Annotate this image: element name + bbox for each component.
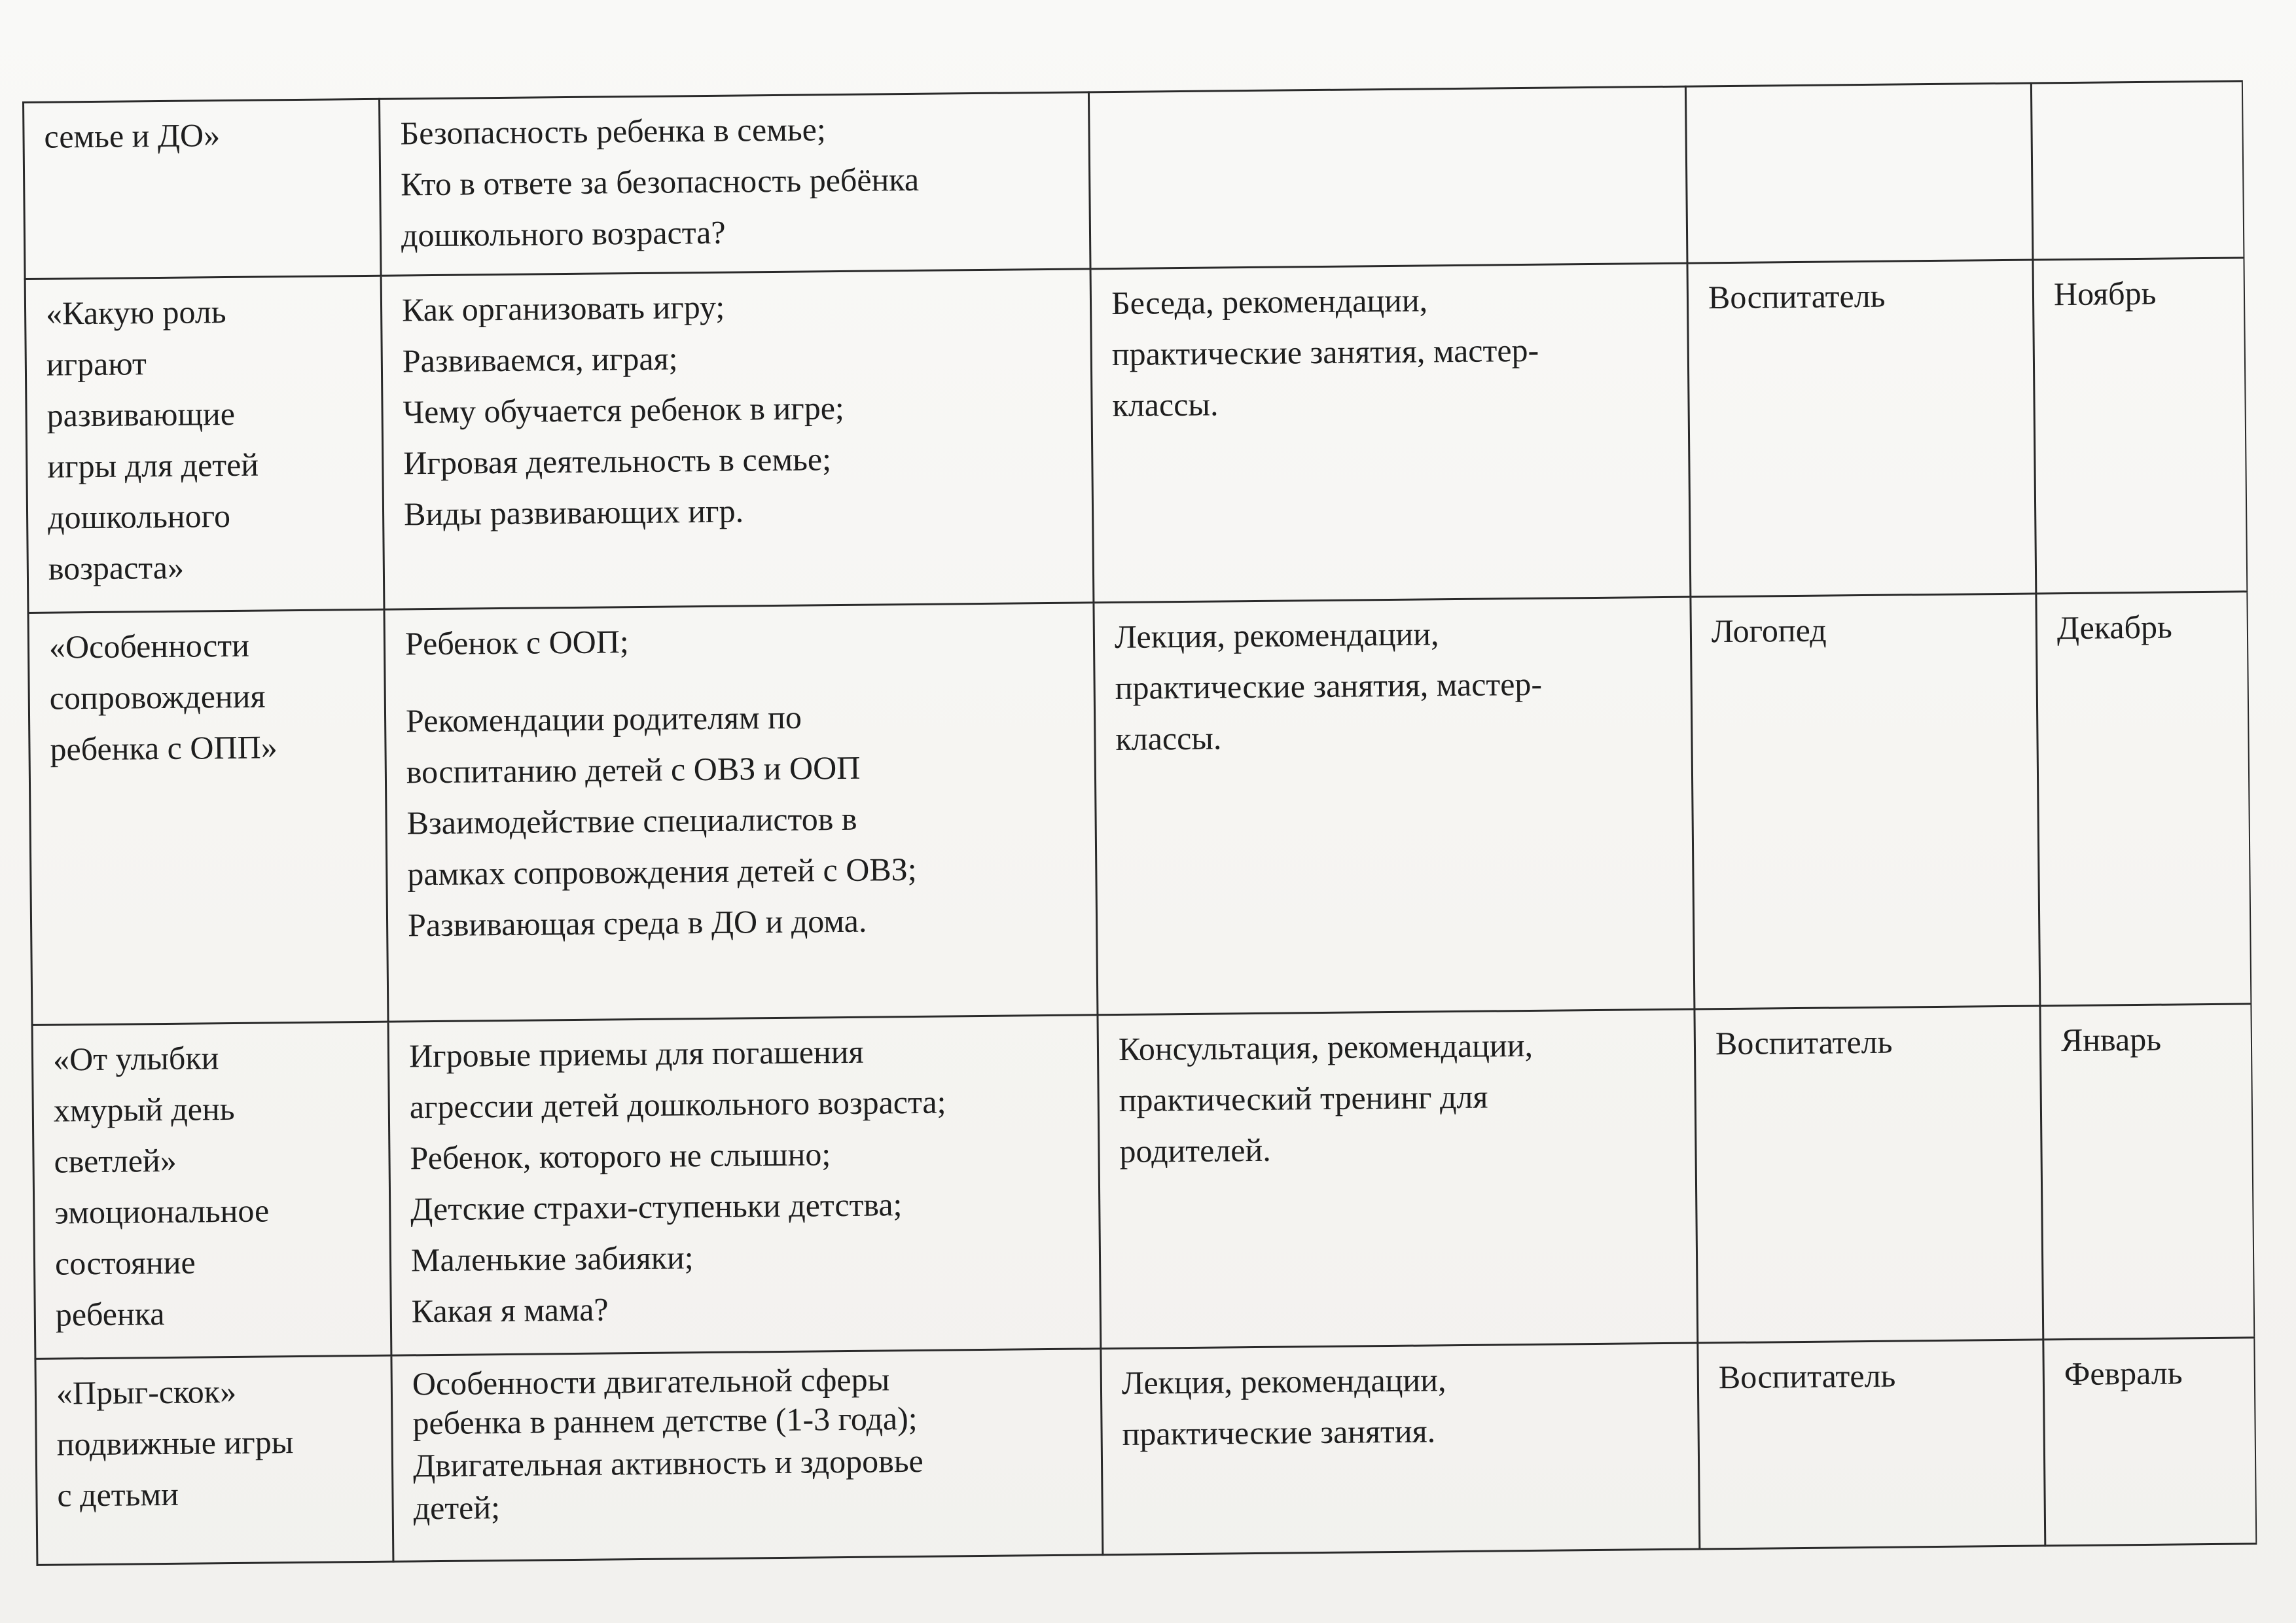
form-line: практические занятия, мастер- [1115,665,1543,707]
topic-line: состояние [54,1243,196,1282]
content-line: Маленькие забияки; [410,1239,694,1279]
form-line: классы. [1115,719,1222,758]
month-text: Февраль [2064,1354,2183,1393]
topic-line: играют [46,345,147,383]
topic-line: подвижные игры [56,1423,294,1463]
form-cell [1090,263,1691,603]
form-line: Консультация, рекомендации, [1118,1026,1534,1067]
responsible-cell [1698,1340,2045,1549]
topic-line: хмурый день [53,1090,235,1129]
content-line: дошкольного возраста? [401,213,726,254]
content-line: Взаимодействие специалистов в [406,800,857,842]
topic-line: ребенка [55,1294,165,1333]
content-cell [391,1349,1103,1561]
form-cell [1094,597,1695,1015]
table-row [35,1338,2256,1565]
month-text: Ноябрь [2053,274,2157,313]
content-line: воспитанию детей с ОВЗ и ООП [406,749,861,791]
content-line: Виды развивающих игр. [403,492,744,533]
topic-line: развивающие [46,395,236,434]
responsible-cell [1687,260,2036,597]
topic-line: «Особенности [48,626,250,666]
month-cell [2036,592,2251,1006]
content-line: ребенка в раннем детстве (1-3 года); [412,1399,918,1442]
content-line: Детские страхи-ступеньки детства; [410,1186,903,1228]
content-line: Ребенок, которого не слышно; [410,1135,831,1177]
form-line: практические занятия. [1122,1412,1436,1452]
topic-cell [25,276,384,613]
content-line: Развивающая среда в ДО и дома. [407,902,867,944]
content-line: агрессии детей дошкольного возраста; [409,1083,946,1126]
month-cell [2040,1004,2254,1340]
responsible-text: Воспитатель [1715,1023,1893,1062]
topic-cell [35,1355,393,1565]
form-line: практические занятия, мастер- [1111,331,1539,373]
content-line: детей; [413,1489,501,1527]
content-cell [384,603,1098,1022]
responsible-text [1706,92,2013,96]
month-text: Январь [2060,1020,2162,1059]
form-line: практический тренинг для [1119,1078,1488,1118]
topic-cell [28,609,388,1025]
parent-work-plan-table [22,80,2257,1565]
topic-line: дошкольного [47,497,231,536]
form-line: Лекция, рекомендации, [1114,615,1439,656]
topic-line: ребенка с ОПП» [50,728,278,768]
content-line: Двигательная активность и здоровье [412,1442,924,1484]
form-line: классы. [1112,385,1219,424]
table-row [32,1004,2254,1359]
topic-line: светлей» [54,1141,177,1180]
form-cell [1101,1343,1700,1555]
table-row [24,81,2244,279]
content-cell [381,269,1094,609]
month-cell [2043,1338,2256,1546]
form-line: Беседа, рекомендации, [1111,281,1428,322]
responsible-text: Воспитатель [1718,1357,1896,1396]
topic-line: эмоциональное [54,1192,270,1231]
content-cell [388,1015,1101,1355]
topic-line: с детьми [57,1475,179,1514]
form-cell [1098,1009,1698,1349]
topic-line: «Прыг-скок» [56,1372,237,1412]
table-row [25,258,2247,613]
topic-cell [32,1022,391,1359]
content-line: Игровые приемы для погашения [408,1033,864,1075]
topic-cell [24,99,382,279]
responsible-text: Логопед [1711,611,1827,650]
month-cell [2031,81,2244,260]
form-line: родителей. [1119,1131,1271,1169]
topic-line: сопровождения [49,677,266,717]
content-line: Особенности двигательной сферы [412,1361,890,1402]
topic-line: возраста» [48,548,185,587]
content-line: Ребенок с ООП; [404,623,630,662]
content-line: Развиваемся, играя; [402,340,678,380]
content-line: Какая я мама? [411,1291,609,1330]
topic-line: игры для детей [47,446,259,485]
responsible-text: Воспитатель [1708,277,1886,316]
month-text [2052,90,2224,92]
topic-line: семье и ДО» [44,116,221,155]
content-line: Чему обучается ребенок в игре; [403,389,845,431]
topic-line: «Какую роль [45,293,226,332]
month-cell [2033,258,2247,594]
content-line: рамках сопровождения детей с ОВЗ; [407,850,917,893]
responsible-cell [1695,1006,2043,1343]
table-row [28,592,2251,1026]
content-line: Рекомендации родителям по [405,698,802,740]
content-line: Безопасность ребенка в семье; [400,111,826,152]
content-line: Игровая деятельность в семье; [403,440,832,482]
responsible-cell [1691,594,2040,1009]
content-line: Как организовать игру; [401,288,725,329]
topic-line: «От улыбки [52,1039,219,1078]
form-line: Лекция, рекомендации, [1121,1361,1446,1401]
month-text: Декабрь [2056,608,2173,647]
form-cell [1088,86,1687,269]
responsible-cell [1685,83,2033,263]
content-line: Кто в ответе за безопасность ребёнка [400,160,920,203]
content-cell [379,92,1090,276]
